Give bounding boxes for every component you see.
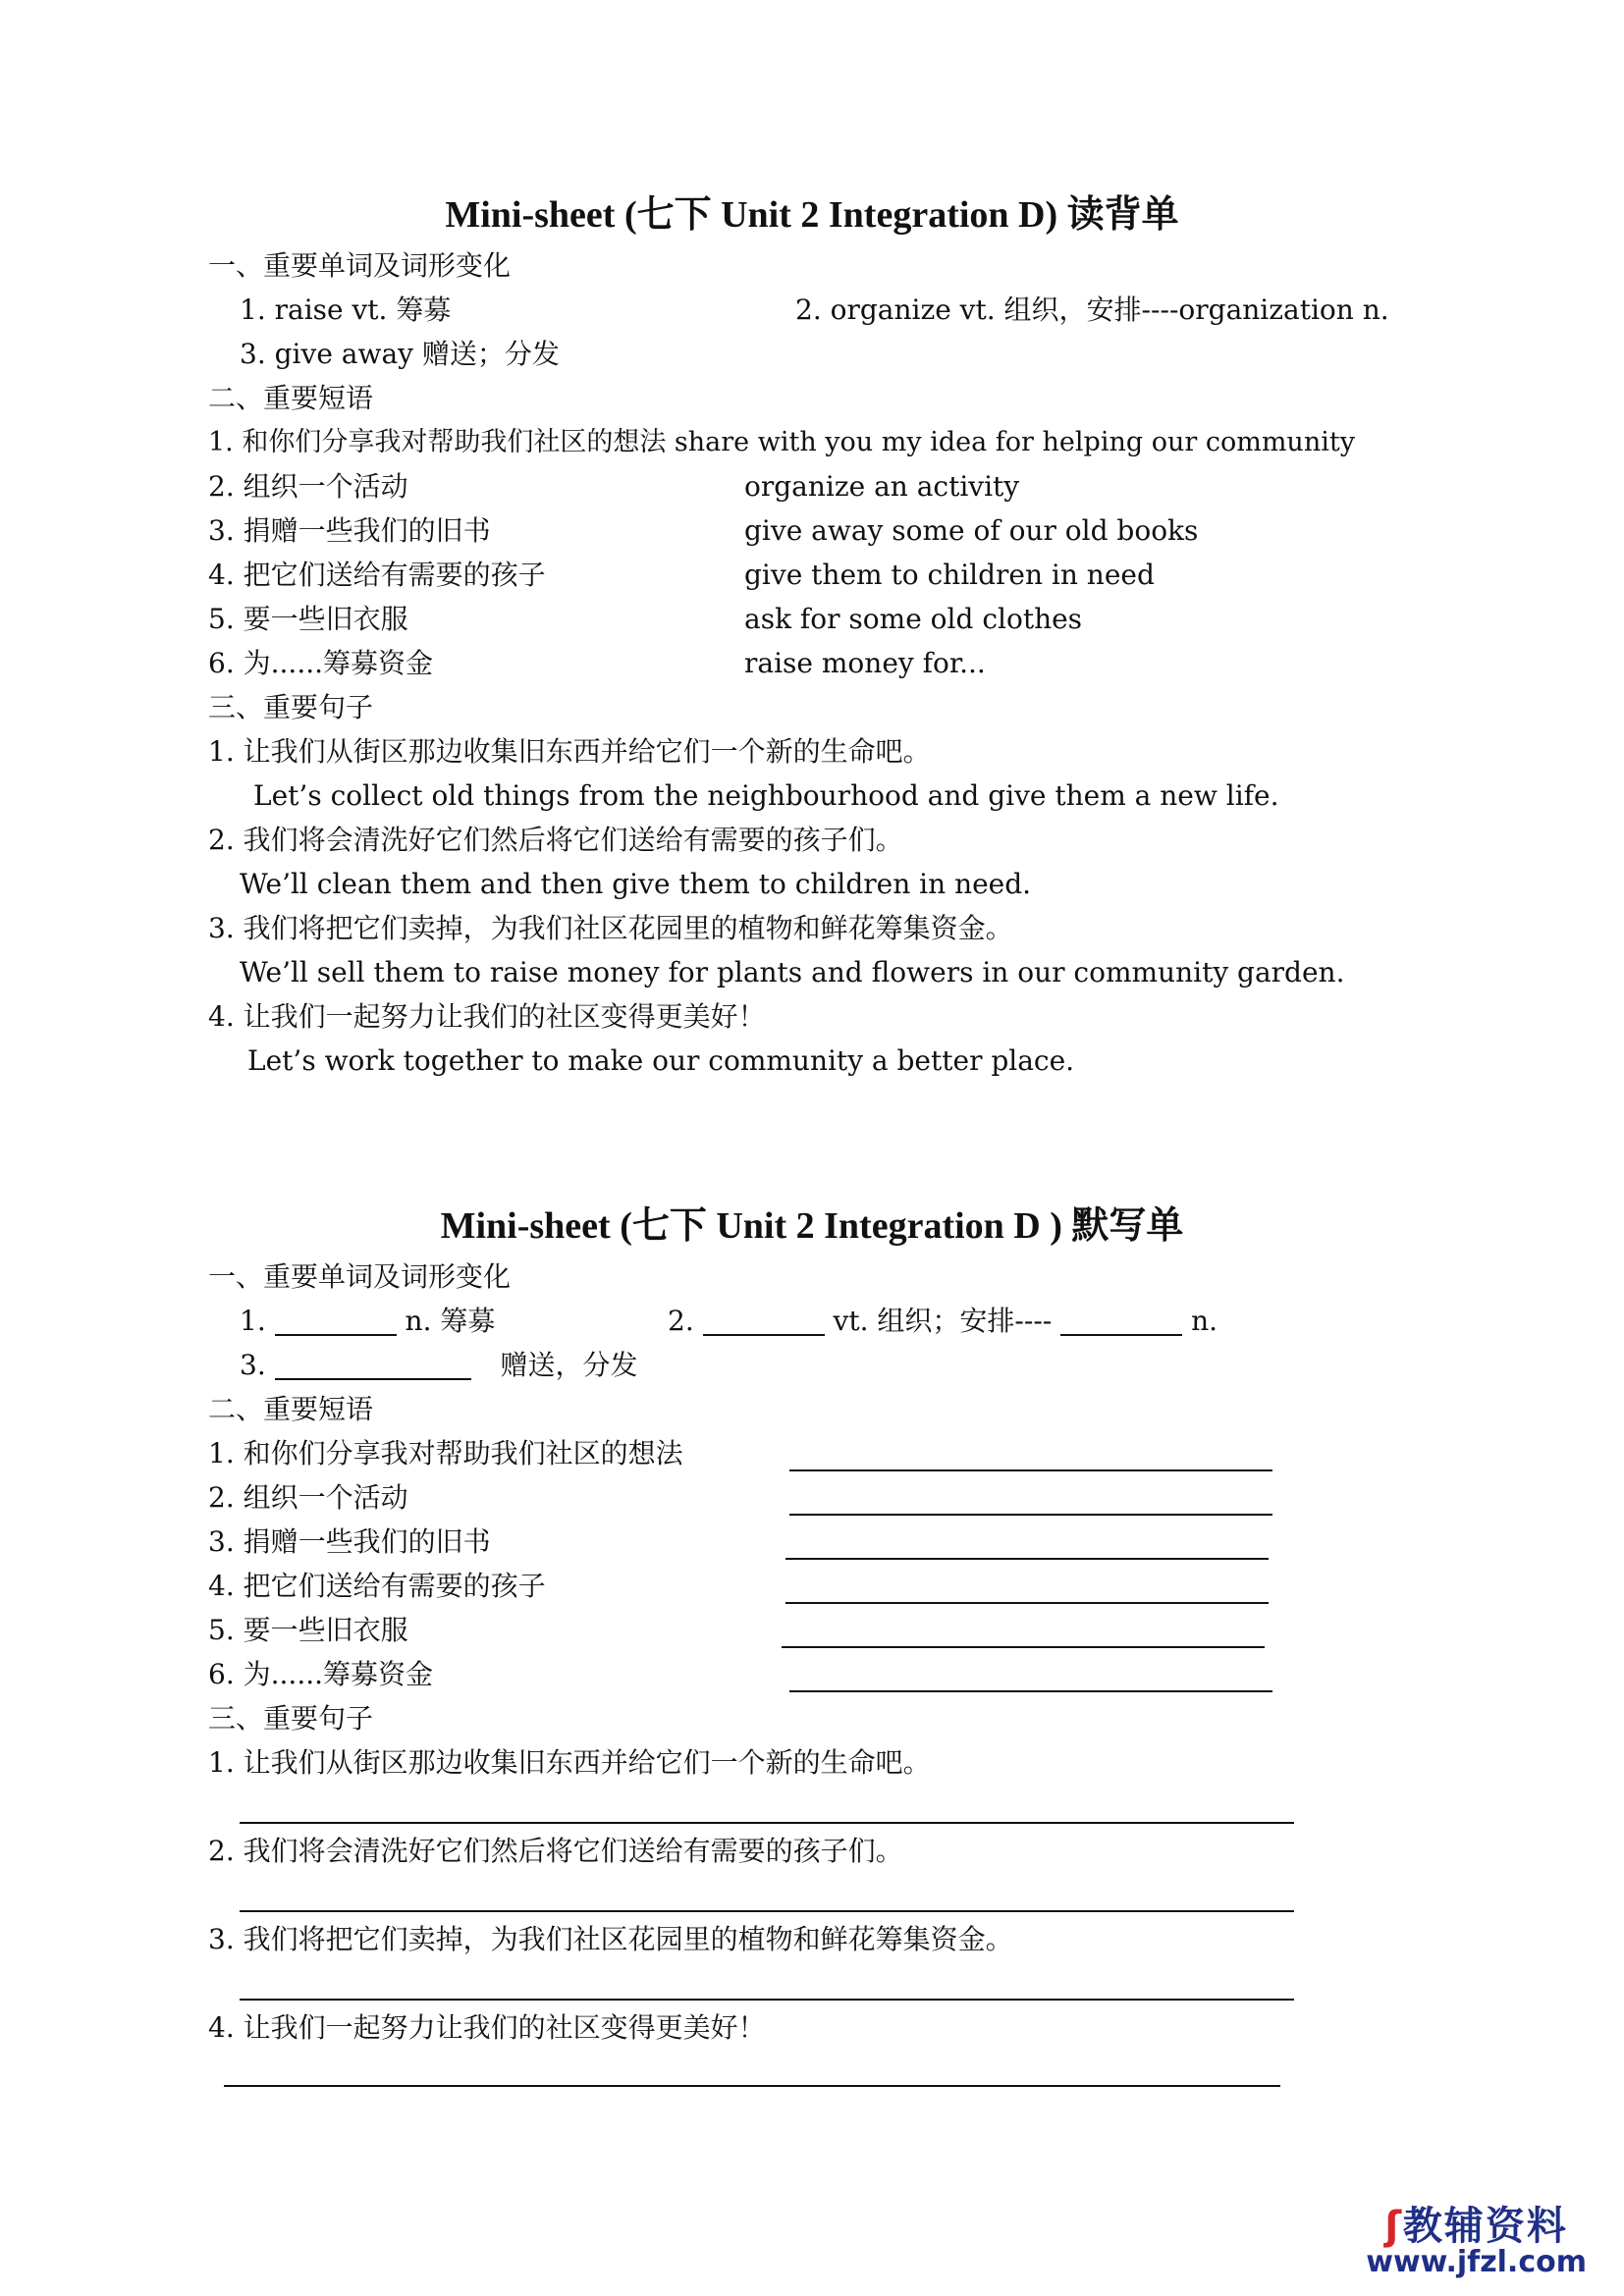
reading-sentence-zh: 2. 我们将会清洗好它们然后将它们送给有需要的孩子们。 bbox=[208, 824, 903, 856]
reading-phrase-en: raise money for... bbox=[744, 647, 986, 679]
reading-phrase-zh: 3. 捐赠一些我们的旧书 bbox=[208, 514, 491, 547]
answer-line[interactable] bbox=[240, 1822, 1294, 1824]
answer-blank[interactable] bbox=[1060, 1308, 1182, 1336]
dictation-sentence-zh: 3. 我们将把它们卖掉，为我们社区花园里的植物和鲜花筹集资金。 bbox=[208, 1923, 1013, 1955]
logo-url: www.jfzl.com bbox=[1366, 2245, 1587, 2279]
word-prompt: n. bbox=[1191, 1305, 1218, 1337]
answer-line[interactable] bbox=[240, 1910, 1294, 1912]
reading-word-3: 3. give away 赠送；分发 bbox=[240, 338, 560, 370]
reading-sentence-en: We’ll sell them to raise money for plants and flowers in our community garden. bbox=[240, 956, 1345, 988]
reading-phrase-zh: 5. 要一些旧衣服 bbox=[208, 603, 408, 635]
reading-sentence-en: We’ll clean them and then give them to children in need. bbox=[240, 868, 1032, 900]
answer-line[interactable] bbox=[224, 2085, 1280, 2087]
reading-phrase-zh: 4. 把它们送给有需要的孩子 bbox=[208, 559, 546, 591]
word-number: 2. bbox=[668, 1305, 694, 1337]
dictation-phrase-zh: 6. 为......筹募资金 bbox=[208, 1658, 434, 1690]
watermark-logo bbox=[1366, 2204, 1587, 2279]
reading-phrase-1: 1. 和你们分享我对帮助我们社区的想法 share with you my idea for helping our community bbox=[208, 427, 1355, 457]
reading-words-heading: 一、重要单词及词形变化 bbox=[208, 249, 512, 282]
reading-sentence-en: Let’s collect old things from the neighbourhood and give them a new life. bbox=[253, 779, 1279, 812]
answer-blank[interactable] bbox=[275, 1308, 397, 1336]
word-prompt: 赠送，分发 bbox=[500, 1349, 638, 1381]
dictation-sentence-zh: 2. 我们将会清洗好它们然后将它们送给有需要的孩子们。 bbox=[208, 1835, 903, 1867]
answer-line[interactable] bbox=[785, 1558, 1269, 1560]
answer-blank[interactable] bbox=[703, 1308, 825, 1336]
reading-phrase-en: ask for some old clothes bbox=[744, 603, 1083, 635]
dictation-phrase-zh: 1. 和你们分享我对帮助我们社区的想法 bbox=[208, 1437, 683, 1469]
dictation-phrase-zh: 4. 把它们送给有需要的孩子 bbox=[208, 1570, 546, 1602]
reading-phrase-en: organize an activity bbox=[744, 470, 1020, 503]
answer-line[interactable] bbox=[782, 1646, 1265, 1648]
dictation-sentence-zh: 4. 让我们一起努力让我们的社区变得更美好！ bbox=[208, 2011, 766, 2044]
reading-phrases-heading: 二、重要短语 bbox=[208, 382, 374, 414]
reading-phrase-zh: 2. 组织一个活动 bbox=[208, 470, 408, 503]
reading-sentences-heading: 三、重要句子 bbox=[208, 691, 374, 723]
dictation-phrase-zh: 5. 要一些旧衣服 bbox=[208, 1614, 408, 1646]
dictation-word-1 bbox=[240, 1305, 496, 1337]
reading-phrase-en: give away some of our old books bbox=[744, 514, 1199, 547]
reading-word-2: 2. organize vt. 组织，安排----organization n. bbox=[795, 294, 1389, 326]
word-number: 1. bbox=[240, 1305, 266, 1337]
dictation-phrase-zh: 3. 捐赠一些我们的旧书 bbox=[208, 1525, 491, 1558]
answer-line[interactable] bbox=[789, 1469, 1272, 1471]
answer-line[interactable] bbox=[789, 1514, 1272, 1516]
word-prompt: vt. 组织；安排---- bbox=[833, 1305, 1053, 1337]
answer-line[interactable] bbox=[789, 1690, 1272, 1692]
dictation-words-heading: 一、重要单词及词形变化 bbox=[208, 1260, 512, 1293]
reading-sentence-en: Let’s work together to make our community a better place. bbox=[247, 1044, 1075, 1077]
dictation-phrase-zh: 2. 组织一个活动 bbox=[208, 1481, 408, 1514]
reading-sentence-zh: 1. 让我们从街区那边收集旧东西并给它们一个新的生命吧。 bbox=[208, 735, 931, 768]
reading-word-1: 1. raise vt. 筹募 bbox=[240, 294, 452, 326]
dictation-phrases-heading: 二、重要短语 bbox=[208, 1393, 374, 1425]
word-number: 3. bbox=[240, 1349, 266, 1381]
dictation-sentences-heading: 三、重要句子 bbox=[208, 1702, 374, 1735]
answer-line[interactable] bbox=[785, 1602, 1269, 1604]
word-prompt: n. 筹募 bbox=[405, 1305, 496, 1337]
logo-mark-icon: ʃ bbox=[1384, 2204, 1403, 2249]
dictation-sentence-zh: 1. 让我们从街区那边收集旧东西并给它们一个新的生命吧。 bbox=[208, 1746, 931, 1779]
dictation-word-2 bbox=[668, 1305, 1218, 1337]
reading-phrase-en: give them to children in need bbox=[744, 559, 1155, 591]
reading-sentence-zh: 3. 我们将把它们卖掉，为我们社区花园里的植物和鲜花筹集资金。 bbox=[208, 912, 1013, 944]
dictation-word-3 bbox=[240, 1349, 638, 1381]
answer-blank[interactable] bbox=[275, 1353, 471, 1380]
logo-text: ʃ教辅资料 bbox=[1384, 2204, 1568, 2249]
reading-phrase-zh: 6. 为......筹募资金 bbox=[208, 647, 434, 679]
answer-line[interactable] bbox=[240, 1999, 1294, 2001]
dictation-sheet-title: Mini-sheet (七下 Unit 2 Integration D ) 默写单 bbox=[440, 1205, 1184, 1247]
reading-sheet-title: Mini-sheet (七下 Unit 2 Integration D) 读背单 bbox=[445, 194, 1179, 236]
reading-sentence-zh: 4. 让我们一起努力让我们的社区变得更美好！ bbox=[208, 1000, 766, 1033]
